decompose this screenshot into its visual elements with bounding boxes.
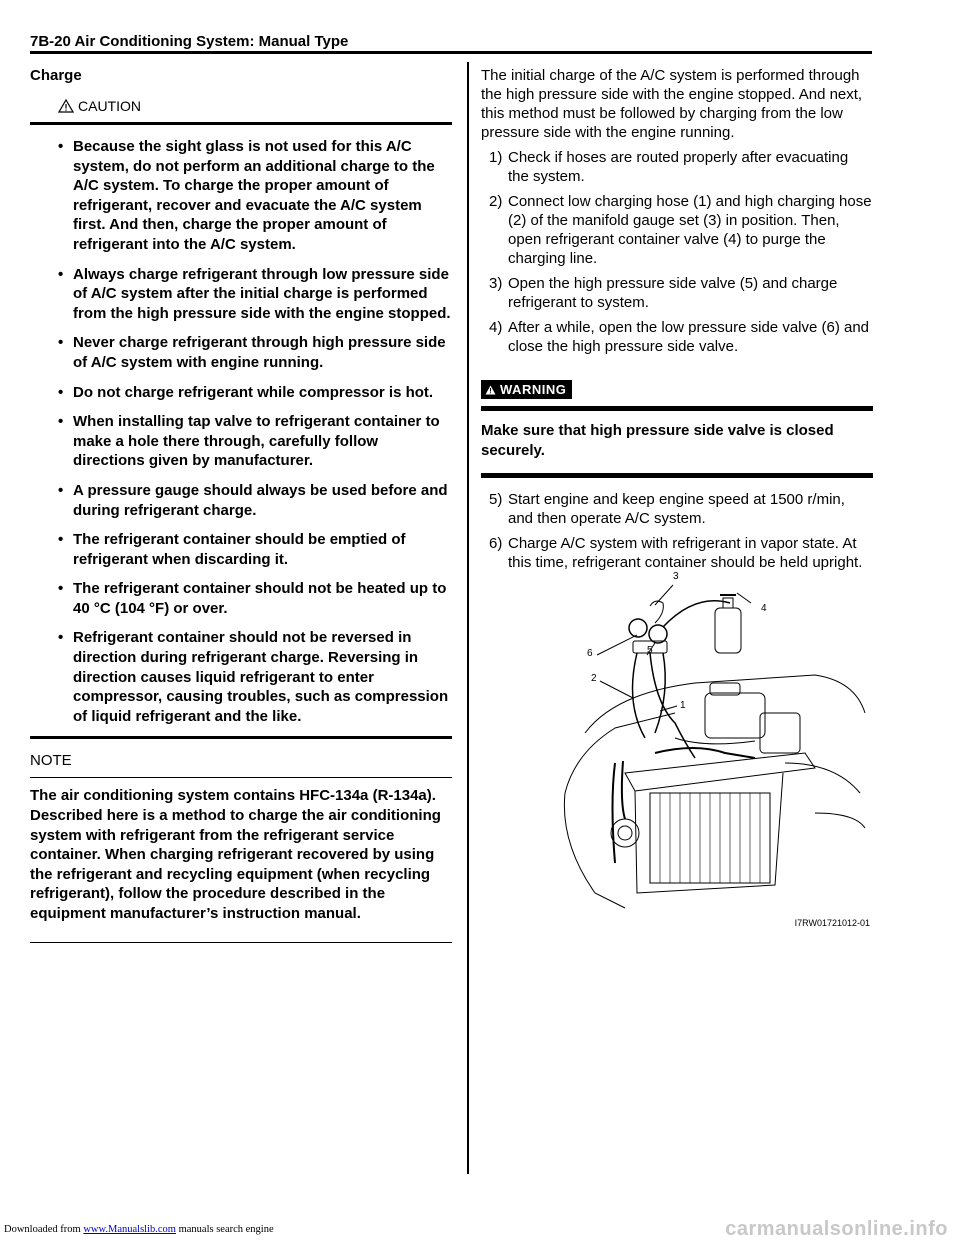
page-header: 7B-20 Air Conditioning System: Manual Type bbox=[30, 33, 349, 50]
step-item: 1) Check if hoses are routed properly after evacuating the system. bbox=[489, 149, 849, 185]
note-label: NOTE bbox=[30, 752, 72, 770]
caution-top-rule bbox=[30, 122, 452, 125]
warning-label: WARNING bbox=[500, 382, 567, 397]
caution-item: • A pressure gauge should always be used before and during refrigerant charge. bbox=[58, 481, 448, 519]
caution-label: CAUTION bbox=[78, 98, 141, 114]
caution-item: • The refrigerant container should not be heated up to 40 °C (104 °F) or over. bbox=[58, 580, 447, 617]
section-title: Charge bbox=[30, 67, 82, 84]
warning-top-rule bbox=[481, 406, 873, 411]
steps-list-a bbox=[481, 148, 873, 356]
caution-item: • The refrigerant container should be emptied of refrigerant when discarding it. bbox=[58, 531, 406, 568]
step-item: 5) Start engine and keep engine speed at 1500 r/min, and then operate A/C system. bbox=[489, 490, 845, 527]
note-bottom-rule bbox=[30, 942, 452, 943]
callout-6: 6 bbox=[587, 648, 593, 659]
download-footer bbox=[4, 1224, 274, 1235]
header-rule bbox=[30, 51, 872, 54]
caution-item: • Because the sight glass is not used for this A/C system, do not perform an additional charge to the A/C system. To charge the proper amount of refrigerant, recover and evacuate the A/C system first. And then, charge the proper amount of refrigerant into the A/C system. bbox=[58, 138, 435, 253]
caution-item: • Never charge refrigerant through high pressure side of A/C system with engine running. bbox=[58, 334, 446, 371]
callout-2: 2 bbox=[591, 673, 597, 684]
ac-charging-illustration bbox=[555, 563, 870, 928]
intro-paragraph: The initial charge of the A/C system is performed through the high pressure side with the engine stopped. And next, this method must be followed by charging from the low pressure side with the engine running. bbox=[481, 67, 863, 141]
left-column bbox=[30, 66, 452, 943]
callout-5: 5 bbox=[647, 645, 653, 656]
warning-badge bbox=[481, 380, 572, 399]
caution-bottom-rule bbox=[30, 736, 452, 739]
caution-item: • Refrigerant container should not be reversed in direction during refrigerant charge. Reversing in direction causes liquid refrigerant to enter compressor, causing troubles, such as compression of liquid refrigerant and the like. bbox=[58, 629, 449, 725]
caution-list bbox=[30, 137, 452, 726]
watermark: carmanualsonline.info bbox=[725, 1218, 948, 1240]
callout-1: 1 bbox=[680, 700, 686, 711]
caution-item: • When installing tap valve to refrigerant container to make a hole there through, carefully follow directions given by manufacturer. bbox=[58, 413, 440, 470]
step-item: 6) Charge A/C system with refrigerant in vapor state. At this time, refrigerant container should be held upright. bbox=[489, 534, 863, 571]
steps-list-b bbox=[481, 490, 873, 572]
step-item: 2) Connect low charging hose (1) and high charging hose (2) of the manifold gauge set (3) in position. Then, open refrigerant container valve (4) to purge the charging line. bbox=[489, 193, 872, 267]
warning-triangle-icon bbox=[485, 385, 496, 395]
callout-4: 4 bbox=[761, 603, 767, 614]
warning-bottom-rule bbox=[481, 473, 873, 478]
caution-item: • Do not charge refrigerant while compressor is hot. bbox=[58, 383, 434, 401]
caution-triangle-icon bbox=[58, 99, 74, 113]
caution-header bbox=[58, 96, 452, 116]
caution-item: • Always charge refrigerant through low pressure side of A/C system after the initial charge is performed from the high pressure side with the engine stopped. bbox=[58, 265, 451, 322]
callout-3: 3 bbox=[673, 571, 679, 582]
step-item: 3) Open the high pressure side valve (5) and charge refrigerant to system. bbox=[489, 275, 838, 311]
note-top-rule bbox=[30, 777, 452, 778]
manualslib-link[interactable]: www.Manualslib.com bbox=[83, 1224, 176, 1235]
footer-suffix: manuals search engine bbox=[175, 1224, 274, 1235]
figure-code: I7RW01721012-01 bbox=[794, 918, 870, 928]
footer-prefix: Downloaded from bbox=[4, 1224, 84, 1235]
note-text: The air conditioning system contains HFC-134a (R-134a). Described here is a method to charge the air conditioning system with refrigerant from the refrigerant service container. When charging refrigerant recovered by using the refrigerant and recycling equipment (when recycling refrigerant), follow the procedure described in the equipment manufacturer’s instruction manual. bbox=[30, 787, 441, 922]
right-column bbox=[481, 66, 873, 578]
column-divider bbox=[467, 62, 469, 1174]
step-item: 4) After a while, open the low pressure side valve (6) and close the high pressure side valve. bbox=[489, 319, 870, 355]
warning-text: Make sure that high pressure side valve is closed securely. bbox=[481, 421, 834, 459]
